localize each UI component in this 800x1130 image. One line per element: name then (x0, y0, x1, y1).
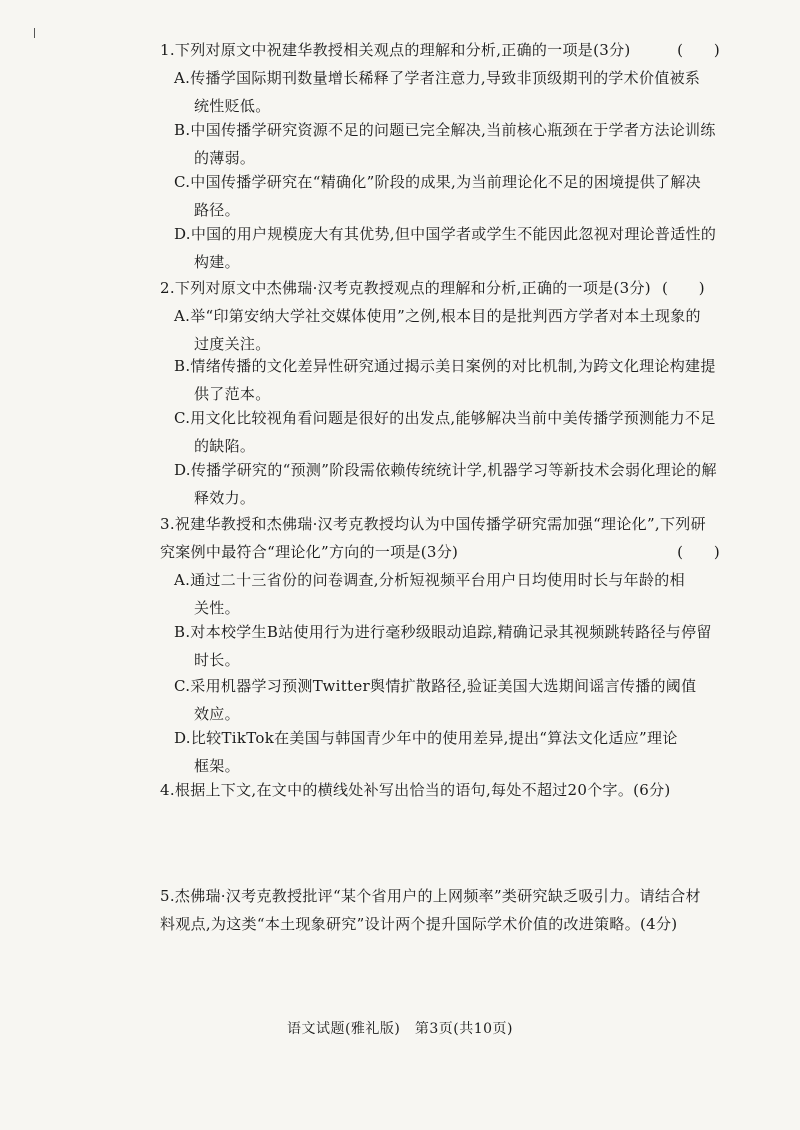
option-line: 统性贬低。 (194, 97, 271, 115)
option-line: A.传播学国际期刊数量增长稀释了学者注意力,导致非顶级期刊的学术价值被系 (174, 69, 701, 87)
question-4-stem (160, 776, 720, 804)
q3-option-b (174, 618, 722, 674)
q3-option-d (174, 724, 722, 780)
question-5-text-line2: 料观点,为这类“本土现象研究”设计两个提升国际学术价值的改进策略。(4分) (160, 915, 678, 933)
option-line: 的薄弱。 (194, 149, 256, 167)
option-line: C.中国传播学研究在“精确化”阶段的成果,为当前理论化不足的困境提供了解决 (174, 173, 701, 191)
option-line: 框架。 (194, 757, 240, 775)
option-line: 时长。 (194, 651, 240, 669)
option-line: 关性。 (194, 599, 240, 617)
question-3-text: 3.祝建华教授和杰佛瑞·汉考克教授均认为中国传播学研究需加强“理论化”,下列研 (160, 515, 706, 533)
question-3-stem (160, 510, 720, 566)
question-1-text: 1.下列对原文中祝建华教授相关观点的理解和分析,正确的一项是(3分) (160, 41, 631, 59)
question-4-text: 4.根据上下文,在文中的横线处补写出恰当的语句,每处不超过20个字。(6分) (160, 781, 671, 799)
option-line: B.中国传播学研究资源不足的问题已完全解决,当前核心瓶颈在于学者方法论训练 (174, 121, 716, 139)
option-line: 路径。 (194, 201, 240, 219)
q2-option-c (174, 404, 722, 460)
option-line: D.比较TikTok在美国与韩国青少年中的使用差异,提出“算法文化适应”理论 (174, 729, 678, 747)
q2-option-b (174, 352, 722, 408)
option-line: 的缺陷。 (194, 437, 256, 455)
margin-mark (34, 28, 35, 38)
option-line: A.举“印第安纳大学社交媒体使用”之例,根本目的是批判西方学者对本土现象的 (174, 307, 701, 325)
question-5-stem (160, 882, 720, 938)
option-line: D.传播学研究的“预测”阶段需依赖传统统计学,机器学习等新技术会弱化理论的解 (174, 461, 717, 479)
option-line: 过度关注。 (194, 335, 271, 353)
option-line: 构建。 (194, 253, 240, 271)
question-3-text-cont (160, 538, 720, 566)
option-line: B.对本校学生B站使用行为进行毫秒级眼动追踪,精确记录其视频跳转路径与停留 (174, 623, 712, 641)
option-line: C.用文化比较视角看问题是很好的出发点,能够解决当前中美传播学预测能力不足 (174, 409, 716, 427)
question-3-text-line2: 究案例中最符合“理论化”方向的一项是(3分) (160, 543, 459, 561)
q3-option-a (174, 566, 722, 622)
question-5-text: 5.杰佛瑞·汉考克教授批评“某个省用户的上网频率”类研究缺乏吸引力。请结合材 (160, 887, 701, 905)
question-1-stem (160, 36, 720, 64)
answer-paren: ( ) (677, 41, 720, 59)
option-line: 效应。 (194, 705, 240, 723)
q1-option-a (174, 64, 722, 120)
question-2-stem (160, 274, 720, 302)
q1-option-d (174, 220, 722, 276)
q1-option-b (174, 116, 722, 172)
q2-option-a (174, 302, 722, 358)
question-2-text: 2.下列对原文中杰佛瑞·汉考克教授观点的理解和分析,正确的一项是(3分) (160, 279, 651, 297)
option-line: B.情绪传播的文化差异性研究通过揭示美日案例的对比机制,为跨文化理论构建提 (174, 357, 716, 375)
option-line: A.通过二十三省份的问卷调查,分析短视频平台用户日均使用时长与年龄的相 (174, 571, 685, 589)
option-line: C.采用机器学习预测Twitter舆情扩散路径,验证美国大选期间谣言传播的阈值 (174, 677, 697, 695)
answer-paren: ( ) (661, 279, 705, 297)
q1-option-c (174, 168, 722, 224)
option-line: 供了范本。 (194, 385, 271, 403)
page-footer: 语文试题(雅礼版) 第3页(共10页) (286, 1021, 514, 1037)
answer-paren: ( ) (677, 543, 720, 561)
option-line: 释效力。 (194, 489, 256, 507)
q2-option-d (174, 456, 722, 512)
q3-option-c (174, 672, 722, 728)
option-line: D.中国的用户规模庞大有其优势,但中国学者或学生不能因此忽视对理论普适性的 (174, 225, 717, 243)
